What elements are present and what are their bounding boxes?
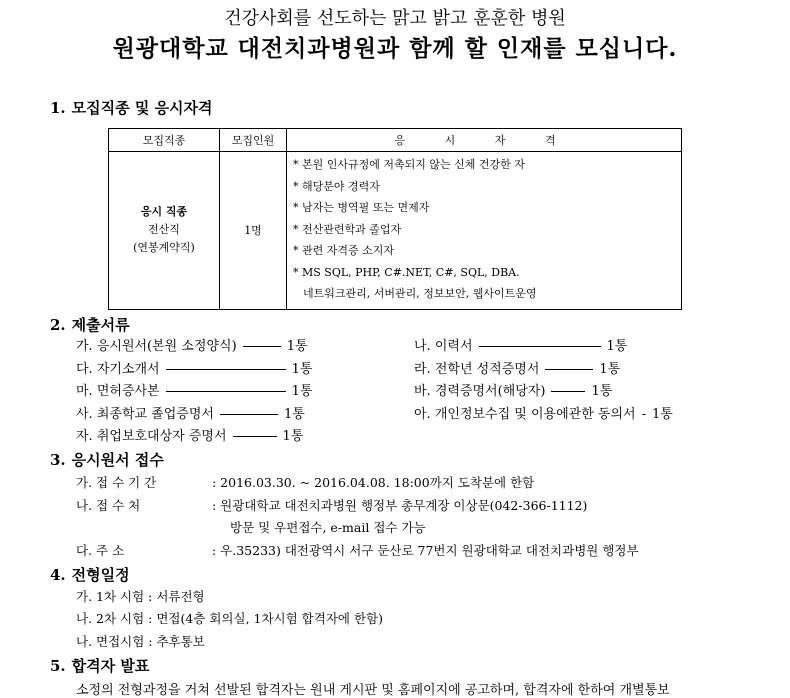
document-count: 1통 xyxy=(283,407,305,422)
info-value: : 원광대학교 대전치과병원 행정부 총무계장 이상문(042-366-1112) xyxy=(212,498,588,513)
header-qualifications: 응 시 자 격 xyxy=(287,129,682,152)
section-number: 2. xyxy=(50,316,66,334)
qualification-item: * 전산관련학과 졸업자 xyxy=(293,222,402,236)
document-item xyxy=(76,380,312,399)
job-name: 응시 직종 xyxy=(140,205,188,219)
application-address xyxy=(76,541,639,559)
section-4-heading xyxy=(50,564,130,585)
leader-line xyxy=(545,369,593,370)
qualification-table xyxy=(108,128,682,310)
document-label: 마. 면허증사본 xyxy=(76,384,160,399)
schedule-item: 나. 면접시험 : 추후통보 xyxy=(76,634,205,649)
job-type: (연봉계약직) xyxy=(133,241,195,255)
section-3-heading xyxy=(50,449,164,470)
section-number: 1. xyxy=(50,99,66,117)
info-value: : 2016.03.30. ~ 2016.04.08. 18:00까지 도착분에 한함 xyxy=(212,475,535,490)
document-item xyxy=(414,380,612,399)
document-label: 다. 자기소개서 xyxy=(76,362,160,377)
document-label: 나. 이력서 xyxy=(414,339,473,354)
document-item xyxy=(76,335,308,354)
document-item xyxy=(76,403,305,422)
section-title: 응시원서 접수 xyxy=(71,451,164,469)
header-job: 모집직종 xyxy=(109,129,220,152)
qualification-item: * 본원 인사규정에 저촉되지 않는 신체 건강한 자 xyxy=(293,158,525,171)
document-label: 사. 최종학교 졸업증명서 xyxy=(76,407,214,422)
document-count: 1통 xyxy=(652,407,673,422)
section-title: 전형일정 xyxy=(71,566,130,584)
document-item xyxy=(414,358,620,377)
qualification-item: * 남자는 병역필 또는 면제자 xyxy=(293,201,430,214)
section-title: 제출서류 xyxy=(71,316,130,334)
document-item xyxy=(414,403,673,422)
document-count: 1통 xyxy=(606,339,628,354)
document-count: 1통 xyxy=(291,362,313,377)
qualification-item: * MS SQL, PHP, C#.NET, C#, SQL, DBA. xyxy=(293,265,520,279)
section-title: 합격자 발표 xyxy=(71,657,150,675)
section-title: 모집직종 및 응시자격 xyxy=(71,99,213,117)
leader-line xyxy=(166,369,286,370)
info-value: : 우.35233) 대전광역시 서구 둔산로 77번지 원광대학교 대전치과병원 행정부 xyxy=(212,543,639,558)
info-label: 나. 접 수 처 xyxy=(76,498,141,513)
document-item xyxy=(414,335,627,354)
section-number: 3. xyxy=(50,451,66,469)
qualification-item-continued: 네트워크관리, 서버관리, 정보보안, 웹사이트운영 xyxy=(303,287,537,300)
table-header-row xyxy=(109,129,682,152)
table-row xyxy=(109,152,682,310)
leader-line xyxy=(243,346,281,347)
qualifications-cell xyxy=(287,152,682,310)
info-label: 가. 접 수 기 간 xyxy=(76,475,157,490)
qualification-item: * 관련 자격증 소지자 xyxy=(293,244,394,257)
application-period xyxy=(76,473,534,491)
header-count: 모집인원 xyxy=(220,129,287,152)
count-cell: 1명 xyxy=(220,152,287,310)
leader-line xyxy=(551,391,585,392)
document-label: 아. 개인정보수집 및 이용에관한 동의서 xyxy=(414,407,636,422)
leader-line xyxy=(220,414,278,415)
document-count: 1통 xyxy=(591,384,613,399)
page-subtitle: 건강사회를 선도하는 맑고 밝고 훈훈한 병원 xyxy=(224,8,566,29)
info-label: 다. 주 소 xyxy=(76,543,125,558)
section-2-heading xyxy=(50,314,130,335)
leader-line xyxy=(233,436,277,437)
application-methods: 방문 및 우편접수, e-mail 접수 가능 xyxy=(230,520,426,535)
section-5-heading xyxy=(50,655,149,676)
qualification-item: * 해당분야 경력자 xyxy=(293,179,380,193)
document-item xyxy=(76,425,303,444)
document-item xyxy=(76,358,312,377)
schedule-item: 나. 2차 시험 : 면접(4층 회의실, 1차시험 합격자에 한함) xyxy=(76,611,383,626)
document-count: 1통 xyxy=(599,362,621,377)
leader-line xyxy=(479,346,601,347)
application-place xyxy=(76,496,587,514)
section-1-heading xyxy=(50,97,213,118)
document-label: 바. 경력증명서(해당자) xyxy=(414,384,546,399)
document-label: 자. 취업보호대상자 증명서 xyxy=(76,429,227,444)
dash: - xyxy=(641,407,646,422)
page-title: 원광대학교 대전치과병원과 함께 할 인재를 모십니다. xyxy=(112,35,678,62)
schedule-item: 가. 1차 시험 : 서류전형 xyxy=(76,589,205,604)
document-count: 1통 xyxy=(291,384,313,399)
job-field: 전산직 xyxy=(148,223,180,237)
leader-line xyxy=(166,391,286,392)
announcement-text: 소정의 전형과정을 거쳐 선발된 합격자는 원내 게시판 및 홈페이지에 공고하며, 합격자에 한하여 개별통보 xyxy=(76,683,670,698)
job-cell xyxy=(109,152,220,310)
section-number: 5. xyxy=(50,657,66,675)
document-label: 라. 전학년 성적증명서 xyxy=(414,362,540,377)
document-label: 가. 응시원서(본원 소정양식) xyxy=(76,339,237,354)
section-number: 4. xyxy=(50,566,66,584)
document-count: 1통 xyxy=(282,429,304,444)
document-count: 1통 xyxy=(286,339,308,354)
